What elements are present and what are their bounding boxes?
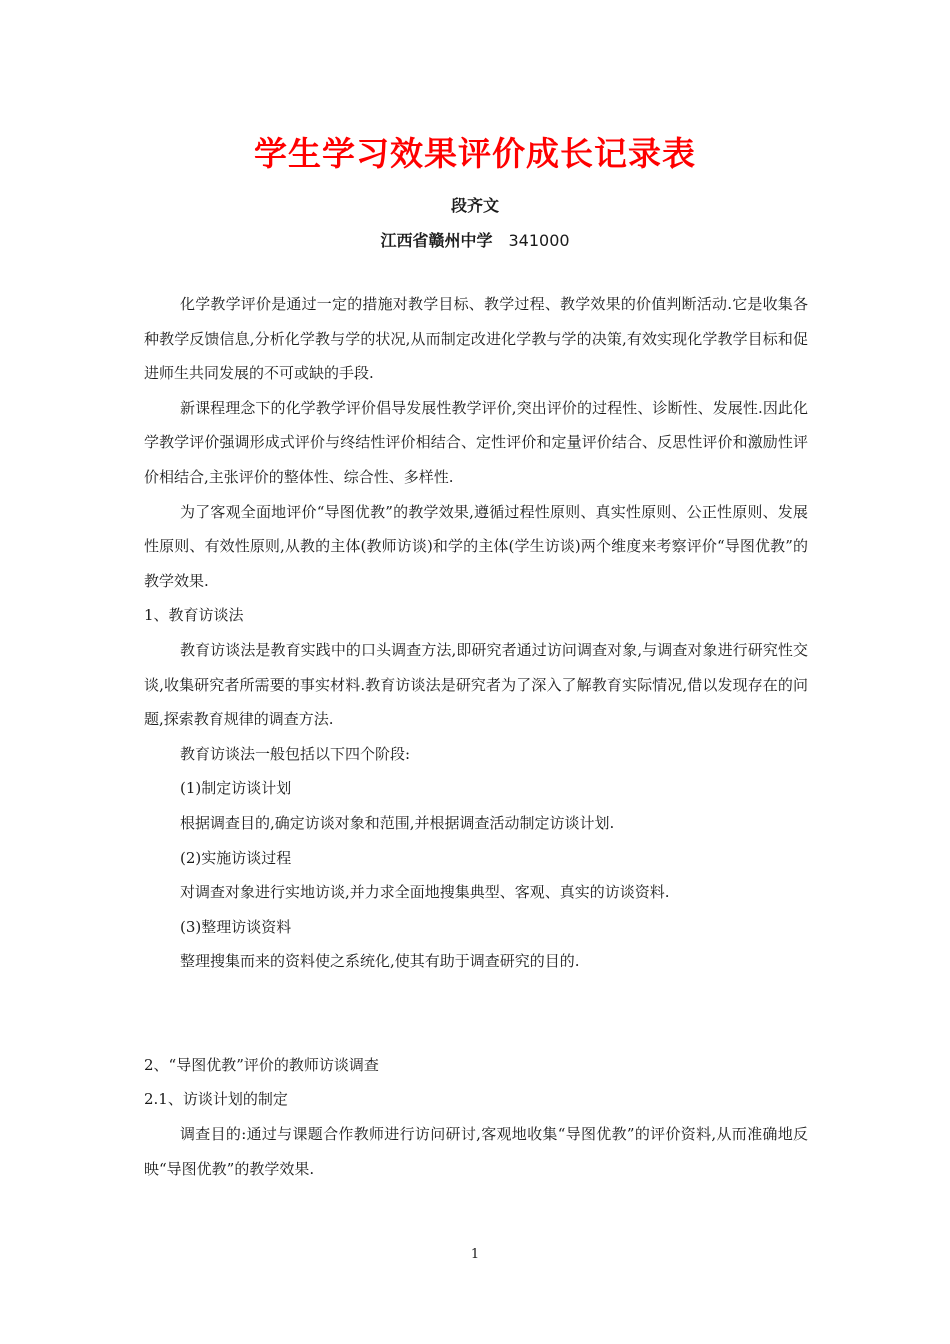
section-heading: 1、教育访谈法 xyxy=(144,606,244,625)
paragraph: 教育访谈法一般包括以下四个阶段: xyxy=(180,744,411,763)
stage-title: (3)整理访谈资料 xyxy=(180,917,292,936)
stage-title: (1)制定访谈计划 xyxy=(180,779,292,798)
paragraph: 调查目的:通过与课题合作教师进行访问研讨,客观地收集“导图优教”的评价资料,从而准确地反映“导图优教”的教学效果. xyxy=(144,1125,808,1178)
paragraph: 为了客观全面地评价“导图优教”的教学效果,遵循过程性原则、真实性原则、公正性原则、发展性原则、有效性原则,从教的主体(教师访谈)和学的主体(学生访谈)两个维度来考察评价“导图优教”的教学效果. xyxy=(144,502,808,590)
stage-text: 根据调查目的,确定访谈对象和范围,并根据调查活动制定访谈计划. xyxy=(180,813,615,832)
stage-title: (2)实施访谈过程 xyxy=(180,848,292,867)
page-number: 1 xyxy=(470,1247,480,1262)
paragraph: 教育访谈法是教育实践中的口头调查方法,即研究者通过访问调查对象,与调查对象进行研究性交谈,收集研究者所需要的事实材料.教育访谈法是研究者为了深入了解教育实际情况,借以发现存在的问题,探索教育规律的调查方法. xyxy=(144,640,808,729)
affiliation-name: 江西省赣州中学 xyxy=(380,231,493,250)
postcode: 341000 xyxy=(508,231,570,250)
stage-text: 对调查对象进行实地访谈,并力求全面地搜集典型、客观、真实的访谈资料. xyxy=(180,883,670,902)
subsection-heading: 2.1、访谈计划的制定 xyxy=(144,1090,288,1109)
author-name: 段齐文 xyxy=(450,196,499,215)
section-heading: 2、“导图优教”评价的教师访谈调查 xyxy=(144,1055,379,1074)
paragraph: 化学教学评价是通过一定的措施对教学目标、教学过程、教学效果的价值判断活动.它是收集各种教学反馈信息,分析化学教与学的状况,从而制定改进化学教与学的决策,有效实现化学教学目标和促进师生共同发展的不可或缺的手段. xyxy=(144,295,808,383)
stage-text: 整理搜集而来的资料使之系统化,使其有助于调查研究的目的. xyxy=(180,952,580,971)
paragraph: 新课程理念下的化学教学评价倡导发展性教学评价,突出评价的过程性、诊断性、发展性.因此化学教学评价强调形成式评价与终结性评价相结合、定性评价和定量评价结合、反思性评价和激励性评价相结合,主张评价的整体性、综合性、多样性. xyxy=(144,398,808,486)
section-gap xyxy=(144,979,808,1048)
document-title: 学生学习效果评价成长记录表 xyxy=(254,134,696,173)
document-body xyxy=(144,287,808,1186)
author-affiliation xyxy=(0,228,950,251)
